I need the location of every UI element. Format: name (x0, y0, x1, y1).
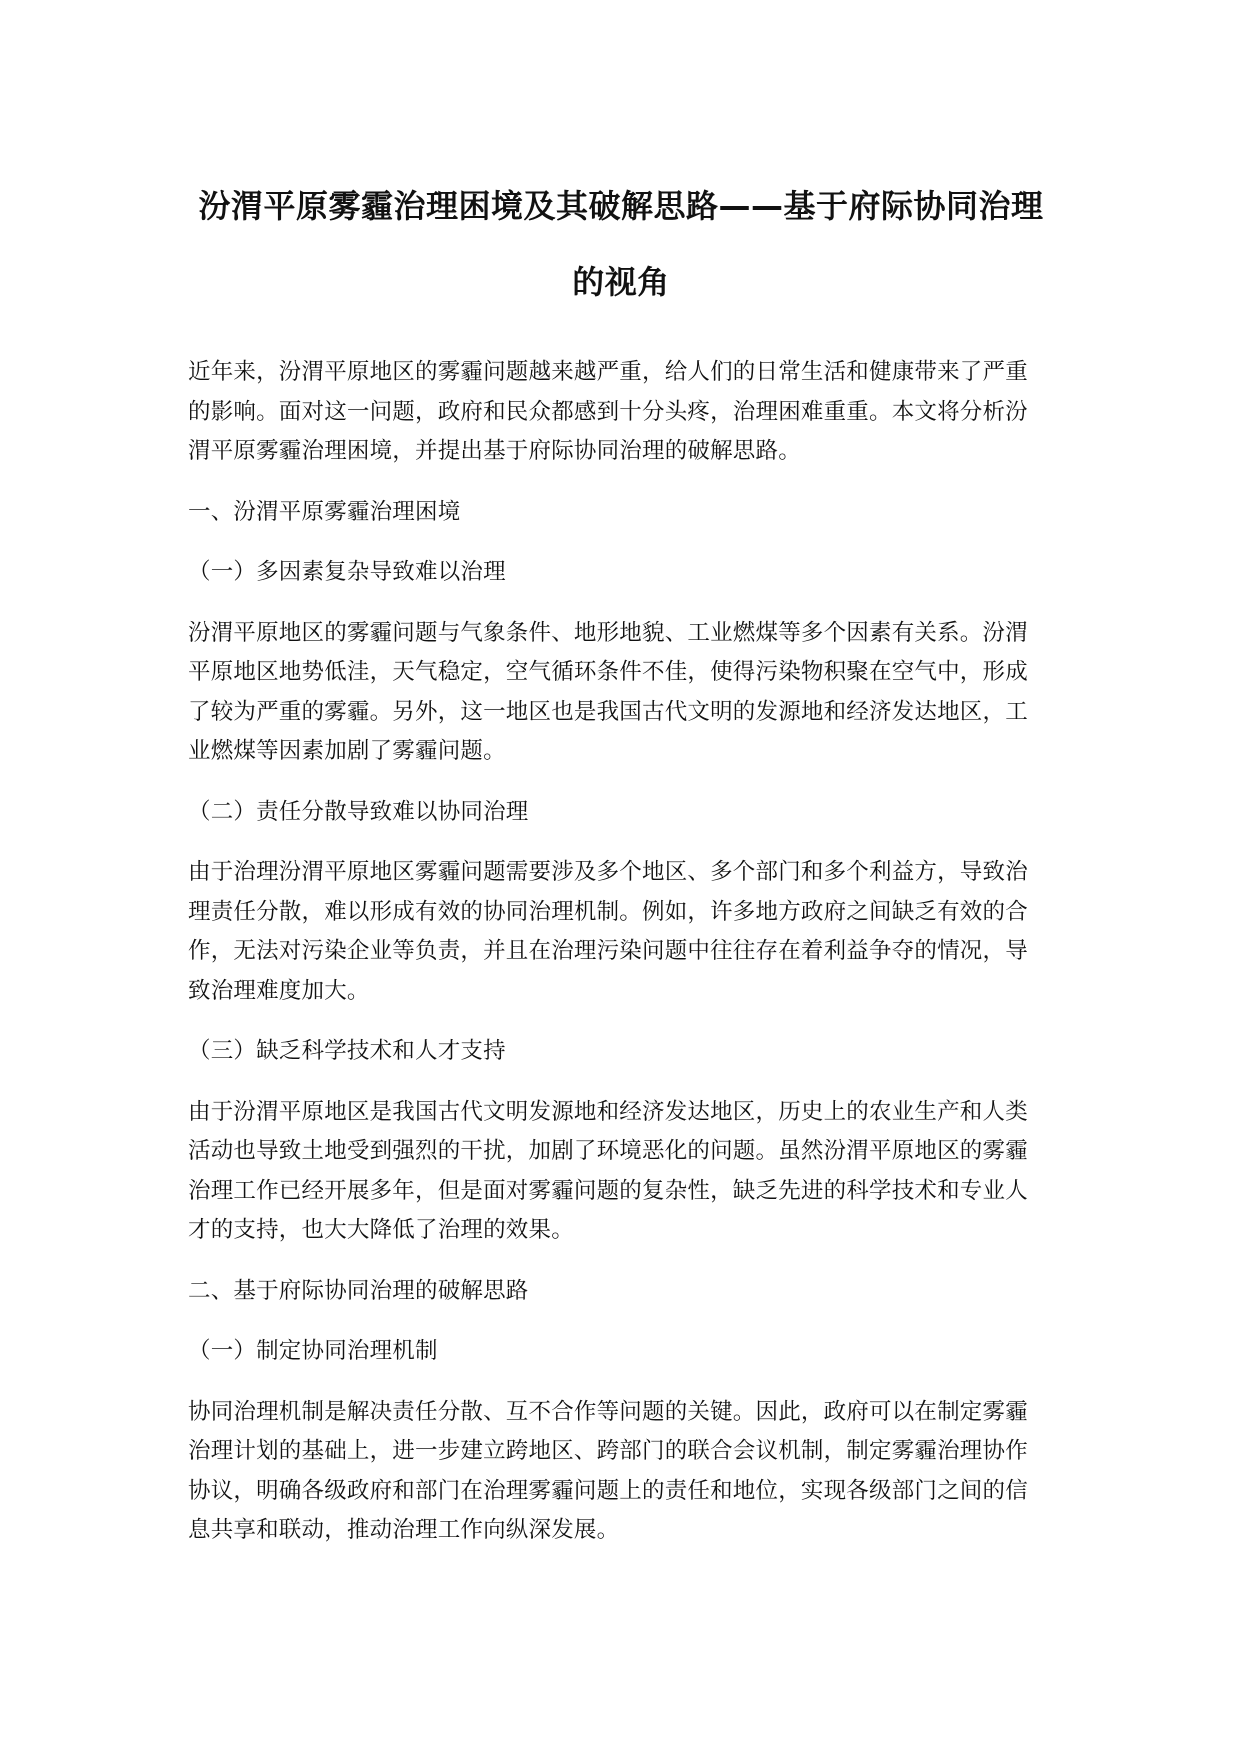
section-heading: 二、基于府际协同治理的破解思路 (188, 1277, 529, 1304)
document-body (188, 353, 1044, 1572)
paragraph: 协同治理机制是解决责任分散、互不合作等问题的关键。因此，政府可以在制定雾霾治理计划的基础上，进一步建立跨地区、跨部门的联合会议机制，制定雾霾治理协作协议，明确各级政府和部门在治理雾霾问题上的责任和地位，实现各级部门之间的信息共享和联动，推动治理工作向纵深发展。 (188, 1398, 1028, 1543)
subsection-heading: （三）缺乏科学技术和人才支持 (188, 1038, 506, 1064)
subsection-heading: （二）责任分散导致难以协同治理 (188, 798, 529, 825)
paragraph: 由于治理汾渭平原地区雾霾问题需要涉及多个地区、多个部门和多个利益方，导致治理责任分散，难以形成有效的协同治理机制。例如，许多地方政府之间缺乏有效的合作，无法对污染企业等负责，并且在治理污染问题中往往存在着利益争夺的情况，导致治理难度加大。 (188, 859, 1028, 1004)
document-title: 汾渭平原雾霾治理困境及其破解思路——基于府际协同治理的视角 (198, 187, 1044, 301)
section-heading: 一、汾渭平原雾霾治理困境 (188, 498, 461, 525)
paragraph: 汾渭平原地区的雾霾问题与气象条件、地形地貌、工业燃煤等多个因素有关系。汾渭平原地区地势低洼，天气稳定，空气循环条件不佳，使得污染物积聚在空气中，形成了较为严重的雾霾。另外，这一地区也是我国古代文明的发源地和经济发达地区，工业燃煤等因素加剧了雾霾问题。 (188, 619, 1028, 764)
subsection-heading: （一）多因素复杂导致难以治理 (188, 559, 506, 585)
subsection-heading: （一）制定协同治理机制 (188, 1338, 438, 1364)
paragraph: 近年来，汾渭平原地区的雾霾问题越来越严重，给人们的日常生活和健康带来了严重的影响。面对这一问题，政府和民众都感到十分头疼，治理困难重重。本文将分析汾渭平原雾霾治理困境，并提出基于府际协同治理的破解思路。 (188, 359, 1028, 464)
paragraph: 由于汾渭平原地区是我国古代文明发源地和经济发达地区，历史上的农业生产和人类活动也导致土地受到强烈的干扰，加剧了环境恶化的问题。虽然汾渭平原地区的雾霾治理工作已经开展多年，但是面对雾霾问题的复杂性，缺乏先进的科学技术和专业人才的支持，也大大降低了治理的效果。 (188, 1098, 1028, 1243)
